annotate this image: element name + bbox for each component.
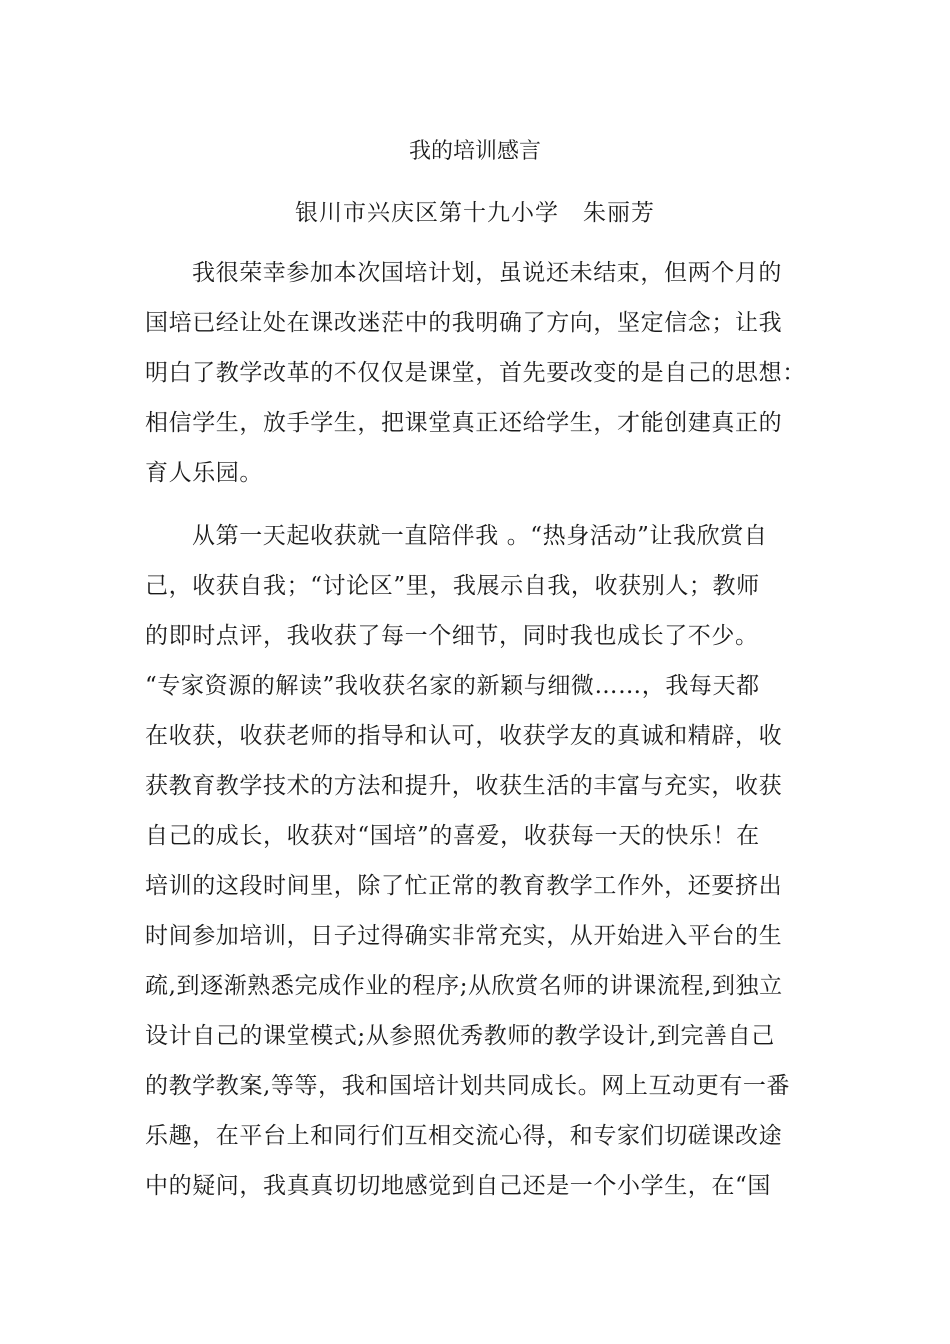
paragraph-2-line: 自己的成长，收获对“国培”的喜爱，收获每一天的快乐！在 [145,823,760,849]
paragraph-2-line: 培训的这段时间里，除了忙正常的教育教学工作外，还要挤出 [145,873,783,899]
paragraph-2-line: 从第一天起收获就一直陪伴我 。“热身活动”让我欣赏自 [192,523,768,549]
document-title: 我的培训感言 [408,139,541,164]
paragraph-2-line: 时间参加培训，日子过得确实非常充实，从开始进入平台的生 [145,923,783,949]
paragraph-2-line: 疏,到逐渐熟悉完成作业的程序;从欣赏名师的讲课流程,到独立 [145,973,783,999]
paragraph-1-line: 相信学生，放手学生，把课堂真正还给学生，才能创建真正的 [145,410,783,436]
paragraph-2-line: 乐趣，在平台上和同行们互相交流心得，和专家们切磋课改途 [145,1123,783,1149]
paragraph-2-line: 的即时点评，我收获了每一个细节，同时我也成长了不少。 [145,623,759,649]
paragraph-2-line: 获教育教学技术的方法和提升，收获生活的丰富与充实，收获 [145,773,783,799]
paragraph-1-line: 育人乐园。 [145,460,263,486]
paragraph-2-line: 己，收获自我；“讨论区”里，我展示自我，收获别人；教师 [145,573,760,599]
paragraph-1-line: 我很荣幸参加本次国培计划，虽说还未结束，但两个月的 [192,260,782,286]
paragraph-2-line: 在收获，收获老师的指导和认可，收获学友的真诚和精辟，收 [145,723,783,749]
paragraph-1-line: 明白了教学改革的不仅仅是课堂，首先要改变的是自己的思想： [145,360,806,386]
author-byline: 银川市兴庆区第十九小学 朱丽芳 [295,200,655,226]
paragraph-2-line: 的教学教案,等等，我和国培计划共同成长。网上互动更有一番 [145,1073,791,1099]
paragraph-2-line: 中的疑问，我真真切切地感觉到自己还是一个小学生，在“国 [145,1173,771,1199]
paragraph-2-line: “专家资源的解读”我收获名家的新颖与细微……，我每天都 [145,673,760,699]
paragraph-1-line: 国培已经让处在课改迷茫中的我明确了方向，坚定信念；让我 [145,310,783,336]
paragraph-2-line: 设计自己的课堂模式;从参照优秀教师的教学设计,到完善自己 [145,1023,775,1049]
